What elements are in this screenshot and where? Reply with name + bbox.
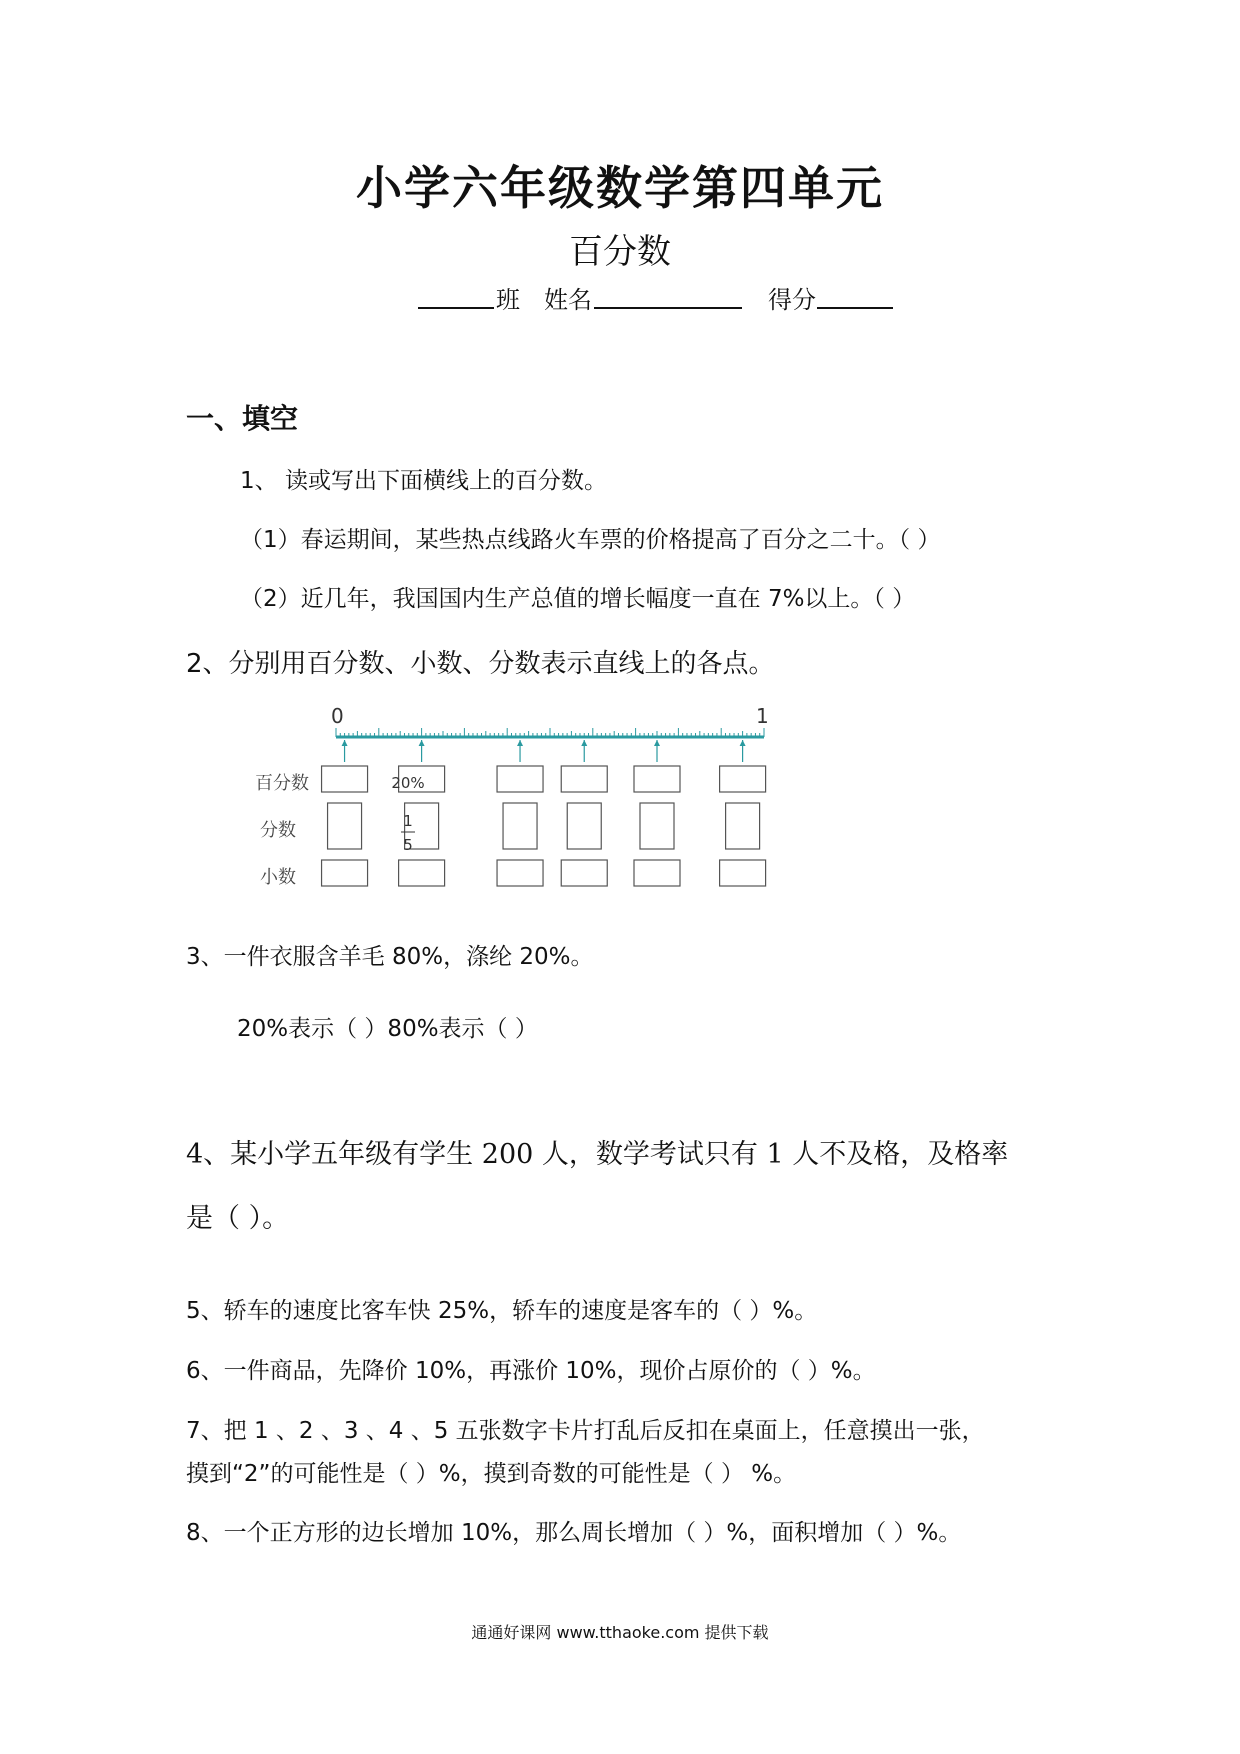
percent-answer-box[interactable] bbox=[561, 766, 607, 792]
q3-prompt: 3、一件衣服含羊毛 80%，涤纶 20%。 bbox=[186, 944, 594, 970]
point-arrow-icon bbox=[581, 740, 587, 746]
score-blank-line[interactable] bbox=[817, 307, 893, 309]
q1-sub1: （1）春运期间，某些热点线路火车票的价格提高了百分之二十。（ ） bbox=[240, 527, 941, 553]
q2-prompt: 2、分别用百分数、小数、分数表示直线上的各点。 bbox=[186, 649, 775, 679]
point-arrow-icon bbox=[654, 740, 660, 746]
q7-line2: 摸到“2”的可能性是（ ）%，摸到奇数的可能性是（ ） %。 bbox=[186, 1461, 797, 1487]
answer-box-grid bbox=[322, 766, 766, 886]
decimal-answer-box[interactable] bbox=[561, 860, 607, 886]
percent-answer-box[interactable] bbox=[634, 766, 680, 792]
example-percent: 20% bbox=[391, 774, 425, 792]
fraction-answer-box[interactable] bbox=[726, 803, 760, 849]
number-line-ticks bbox=[336, 728, 764, 737]
section-heading-fill-blank: 一、填空 bbox=[186, 402, 299, 435]
example-fraction-numerator: 1 bbox=[403, 812, 413, 830]
name-blank-line[interactable] bbox=[594, 307, 742, 309]
number-line-figure bbox=[255, 700, 785, 900]
q5-text: 5、轿车的速度比客车快 25%，轿车的速度是客车的（ ）%。 bbox=[186, 1298, 818, 1324]
q4-line2: 是（ ）。 bbox=[186, 1203, 290, 1234]
axis-label-0: 0 bbox=[331, 704, 344, 728]
decimal-answer-box[interactable] bbox=[497, 860, 543, 886]
example-fraction-denominator: 5 bbox=[403, 836, 413, 854]
point-arrow-icon bbox=[342, 740, 348, 746]
decimal-answer-box[interactable] bbox=[322, 860, 368, 886]
point-arrow-icon bbox=[419, 740, 425, 746]
footer-credit: 通通好课网 www.tthaoke.com 提供下载 bbox=[471, 1623, 769, 1642]
q8-text: 8、一个正方形的边长增加 10%，那么周长增加（ ）%，面积增加（ ）%。 bbox=[186, 1520, 962, 1546]
fraction-answer-box[interactable] bbox=[503, 803, 537, 849]
q1-sub2: （2）近几年，我国国内生产总值的增长幅度一直在 7%以上。（ ） bbox=[240, 586, 916, 612]
q4-line1: 4、某小学五年级有学生 200 人，数学考试只有 1 人不及格，及格率 bbox=[186, 1139, 1009, 1170]
number-line-points bbox=[342, 740, 746, 762]
q1-prompt: 1、 读或写出下面横线上的百分数。 bbox=[240, 468, 607, 494]
percent-answer-box[interactable] bbox=[322, 766, 368, 792]
point-arrow-icon bbox=[740, 740, 746, 746]
fraction-answer-box[interactable] bbox=[328, 803, 362, 849]
q3-answer-line: 20%表示（ ）80%表示（ ） bbox=[237, 1016, 538, 1042]
percent-answer-box[interactable] bbox=[497, 766, 543, 792]
class-blank-line[interactable] bbox=[418, 307, 494, 309]
percent-answer-box[interactable] bbox=[720, 766, 766, 792]
axis-label-1: 1 bbox=[756, 704, 769, 728]
decimal-answer-box[interactable] bbox=[634, 860, 680, 886]
row-label-percent: 百分数 bbox=[255, 773, 309, 794]
class-label: 班 bbox=[496, 286, 520, 314]
row-label-fraction: 分数 bbox=[260, 820, 296, 841]
page-title: 小学六年级数学第四单元 bbox=[356, 161, 884, 215]
q6-text: 6、一件商品，先降价 10%，再涨价 10%，现价占原价的（ ）%。 bbox=[186, 1358, 876, 1384]
fraction-answer-box[interactable] bbox=[567, 803, 601, 849]
point-arrow-icon bbox=[517, 740, 523, 746]
name-label: 姓名 bbox=[544, 286, 592, 314]
score-label: 得分 bbox=[768, 286, 816, 314]
q7-line1: 7、把 1 、2 、3 、4 、5 五张数字卡片打乱后反扣在桌面上，任意摸出一张， bbox=[186, 1418, 985, 1444]
row-label-decimal: 小数 bbox=[260, 867, 296, 888]
fraction-answer-box[interactable] bbox=[640, 803, 674, 849]
page-subtitle: 百分数 bbox=[569, 232, 671, 272]
decimal-answer-box[interactable] bbox=[720, 860, 766, 886]
decimal-answer-box bbox=[399, 860, 445, 886]
